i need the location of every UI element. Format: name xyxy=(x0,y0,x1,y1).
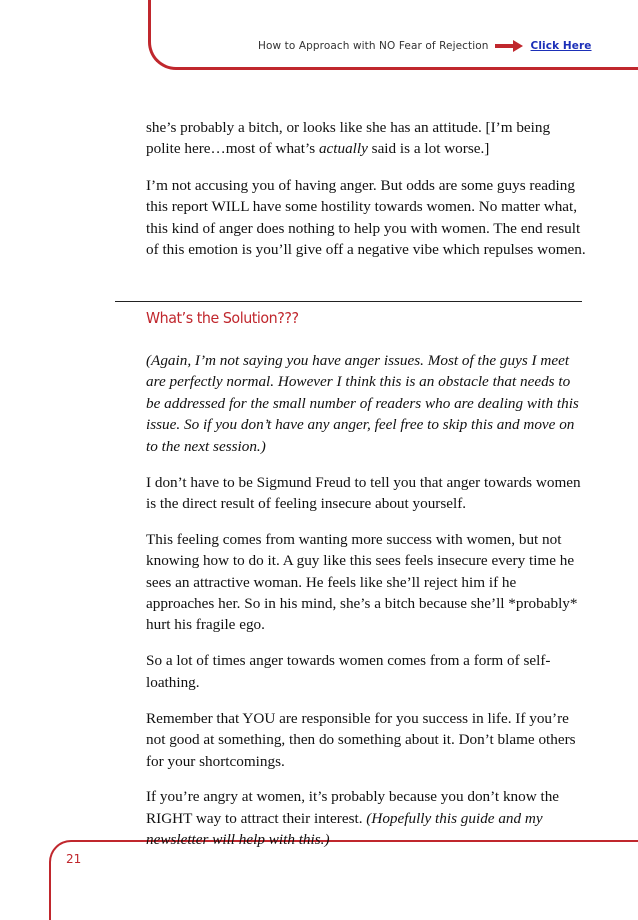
click-here-link[interactable]: Click Here xyxy=(530,40,592,52)
header-title: How to Approach with NO Fear of Rejection xyxy=(258,40,489,52)
paragraph xyxy=(146,786,586,850)
italic-text: (Again, I’m not saying you have anger issues. Most of the guys I meet are perfectly normal. However I think this is an obstacle that needs to be addressed for the small number of readers who are dealing with this issue. So if you don’t have any anger, feel free to skip this and move on to the next session.) xyxy=(146,352,579,455)
paragraph xyxy=(146,708,586,772)
text-run: I’m not accusing you of having anger. But odds are some guys reading this report WILL have some hostility towards women. No matter what, this kind of anger does nothing to help you with women. The end result of this emotion is you’ll give off a negative vibe which repulses women. xyxy=(146,176,586,259)
text-run: I don’t have to be Sigmund Freud to tell you that anger towards women is the direct result of feeling insecure about yourself. xyxy=(146,473,581,512)
text-run: This feeling comes from wanting more success with women, but not knowing how to do it. A guy like this sees feels insecure every time he sees an attractive woman. He feels like she’ll reject him if he approaches her. So in his mind, she’s a bitch because she’ll *probably* hurt his fragile ego. xyxy=(146,530,578,634)
italic-text: (Hopefully this guide and my newsletter will help with this.) xyxy=(146,809,543,849)
paragraph xyxy=(146,529,586,636)
text-run: If you’re angry at women, it’s probably because you don’t know the RIGHT way to attract their interest. xyxy=(146,788,560,827)
paragraph xyxy=(146,472,586,515)
header-frame-decoration xyxy=(148,0,638,70)
text-run: said is a lot worse.] xyxy=(367,140,490,158)
text-run: Remember that YOU are responsible for you success in life. If you’re not good at something, then do something about it. Don’t blame others for your shortcomings. xyxy=(146,709,576,770)
paragraph xyxy=(146,350,586,457)
page-header xyxy=(258,36,592,56)
section-divider xyxy=(115,301,582,302)
text-run: So a lot of times anger towards women comes from a form of self-loathing. xyxy=(146,652,551,691)
page-number: 21 xyxy=(66,852,82,866)
text-run: she’s probably a bitch, or looks like she has an attitude. [I’m being polite here…most of what’s xyxy=(146,119,551,158)
paragraph xyxy=(146,650,586,693)
right-arrow-icon xyxy=(495,40,523,52)
italic-text: actually xyxy=(318,140,368,158)
intro-text xyxy=(146,117,586,275)
section-title: What’s the Solution??? xyxy=(146,309,299,327)
section-body xyxy=(146,350,586,865)
paragraph xyxy=(146,175,586,261)
paragraph xyxy=(146,117,586,160)
